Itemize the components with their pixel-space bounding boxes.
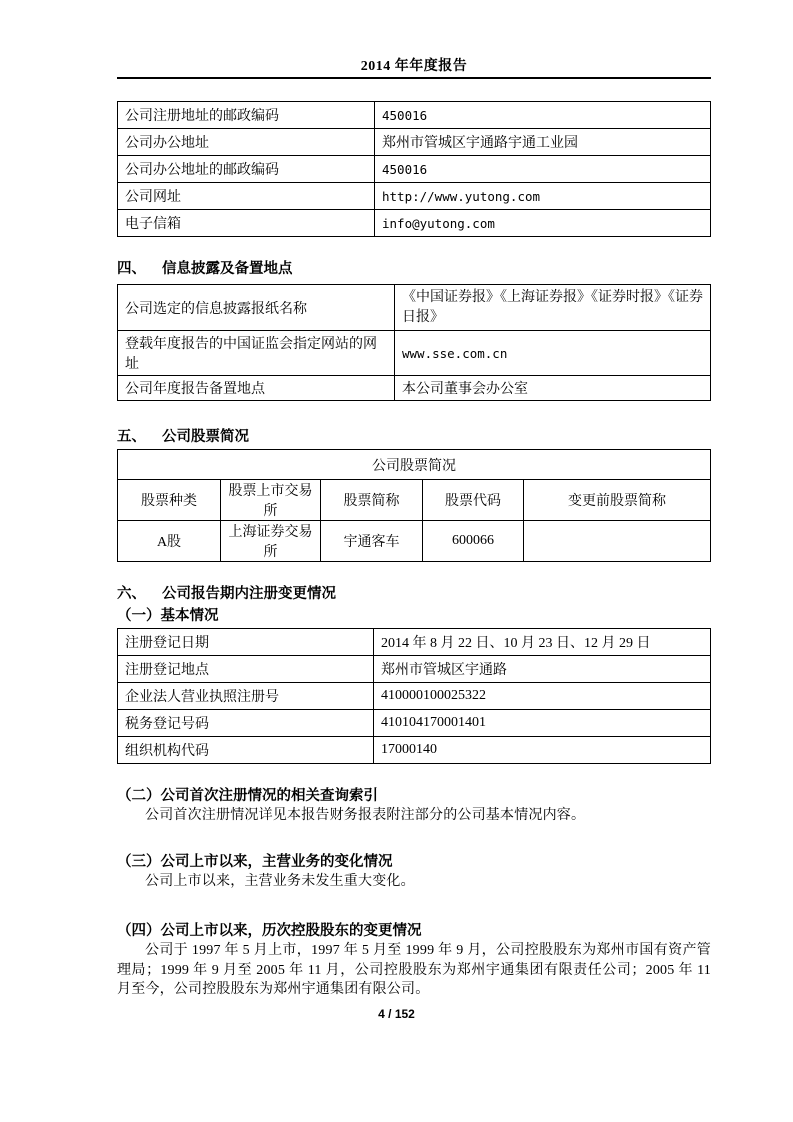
- table-row: [118, 629, 711, 656]
- company-website-url: http://www.yutong.com: [375, 183, 711, 210]
- table-row: [118, 376, 711, 401]
- table-row: [118, 210, 711, 237]
- column-header: 股票种类: [118, 480, 221, 521]
- table-caption: 公司股票简况: [118, 450, 711, 480]
- row-label: 公司注册地址的邮政编码: [118, 102, 375, 129]
- row-label: 注册登记日期: [118, 629, 374, 656]
- section-title: 信息披露及备置地点: [162, 261, 293, 277]
- table-row: [118, 656, 711, 683]
- row-label: 公司年度报告备置地点: [118, 376, 395, 401]
- company-contact-table: [117, 101, 711, 237]
- column-header: 变更前股票简称: [524, 480, 711, 521]
- section-number: 四、: [117, 261, 146, 277]
- row-label: 企业法人营业执照注册号: [118, 683, 374, 710]
- table-row: [118, 737, 711, 764]
- row-label: 公司办公地址: [118, 129, 375, 156]
- business-license-number: 410000100025322: [374, 683, 711, 710]
- report-title: 2014 年年度报告: [360, 59, 468, 74]
- subsection-4-heading: （四）公司上市以来，历次控股股东的变更情况: [117, 923, 422, 939]
- subsection-4-body: 公司于 1997 年 5 月上市，1997 年 5 月至 1999 年 9 月，公司控股股东为郑州市国有资产管理局；1999 年 9 月至 2005 年 11 月，公司控股股东为郑州宇通集团有限责任公司；2005 年 11 月至今，公司控股股东为郑州宇通集团有限公司。: [117, 943, 711, 997]
- table-row: [118, 129, 711, 156]
- row-label: 公司办公地址的邮政编码: [118, 156, 375, 183]
- section-title: 公司股票简况: [162, 429, 249, 445]
- column-header: 股票代码: [423, 480, 524, 521]
- stock-code: 600066: [423, 521, 524, 562]
- stock-short-name: 宇通客车: [321, 521, 423, 562]
- column-header: 股票简称: [321, 480, 423, 521]
- table-row: [118, 285, 711, 331]
- table-row: [118, 156, 711, 183]
- row-value: 本公司董事会办公室: [395, 376, 711, 401]
- column-header: 股票上市交易所: [221, 480, 321, 521]
- table-caption-row: [118, 450, 711, 480]
- row-label: 税务登记号码: [118, 710, 374, 737]
- row-value: 《中国证券报》《上海证券报》《证券时报》《证券日报》: [395, 285, 711, 331]
- former-stock-name: [524, 521, 711, 562]
- table-row: [118, 521, 711, 562]
- row-value: 郑州市管城区宇通路宇通工业园: [375, 129, 711, 156]
- stock-type: A股: [118, 521, 221, 562]
- section-number: 六、: [117, 586, 146, 602]
- subsection-2-body: 公司首次注册情况详见本报告财务报表附注部分的公司基本情况内容。: [145, 808, 586, 823]
- table-row: [118, 102, 711, 129]
- subsection-2-heading: （二）公司首次注册情况的相关查询索引: [117, 788, 378, 804]
- section-number: 五、: [117, 429, 146, 445]
- section-title: 公司报告期内注册变更情况: [162, 586, 336, 602]
- stock-profile-table: [117, 449, 711, 562]
- subsection-3-heading: （三）公司上市以来，主营业务的变化情况: [117, 853, 393, 870]
- subsection-3-body: 公司上市以来，主营业务未发生重大变化。: [145, 873, 415, 889]
- registration-info-table: [117, 628, 711, 764]
- table-row: [118, 183, 711, 210]
- csrc-website-url: www.sse.com.cn: [395, 331, 711, 376]
- row-label: 组织机构代码: [118, 737, 374, 764]
- table-header-row: [118, 480, 711, 521]
- subsection-1-heading: （一）基本情况: [117, 608, 219, 624]
- company-email: info@yutong.com: [375, 210, 711, 237]
- table-row: [118, 683, 711, 710]
- registration-dates: 2014 年 8 月 22 日、10 月 23 日、12 月 29 日: [374, 629, 711, 656]
- row-value: 450016: [375, 102, 711, 129]
- registration-address: 郑州市管城区宇通路: [374, 656, 711, 683]
- row-label: 公司网址: [118, 183, 375, 210]
- row-value: 450016: [375, 156, 711, 183]
- organization-code: 17000140: [374, 737, 711, 764]
- table-row: [118, 331, 711, 376]
- page-number: 4 / 152: [378, 1007, 415, 1021]
- tax-registration-number: 410104170001401: [374, 710, 711, 737]
- row-label: 电子信箱: [118, 210, 375, 237]
- table-row: [118, 710, 711, 737]
- information-disclosure-table: [117, 284, 711, 401]
- section-5-heading: [117, 427, 711, 447]
- row-label: 注册登记地点: [118, 656, 374, 683]
- section-4-heading: [117, 259, 711, 279]
- page-content: [117, 0, 711, 1000]
- row-label: 公司选定的信息披露报纸名称: [118, 285, 395, 331]
- row-label: 登载年度报告的中国证监会指定网站的网址: [118, 331, 395, 376]
- stock-exchange: 上海证券交易所: [221, 521, 321, 562]
- section-6-heading: [117, 584, 711, 604]
- document-header: [117, 0, 711, 79]
